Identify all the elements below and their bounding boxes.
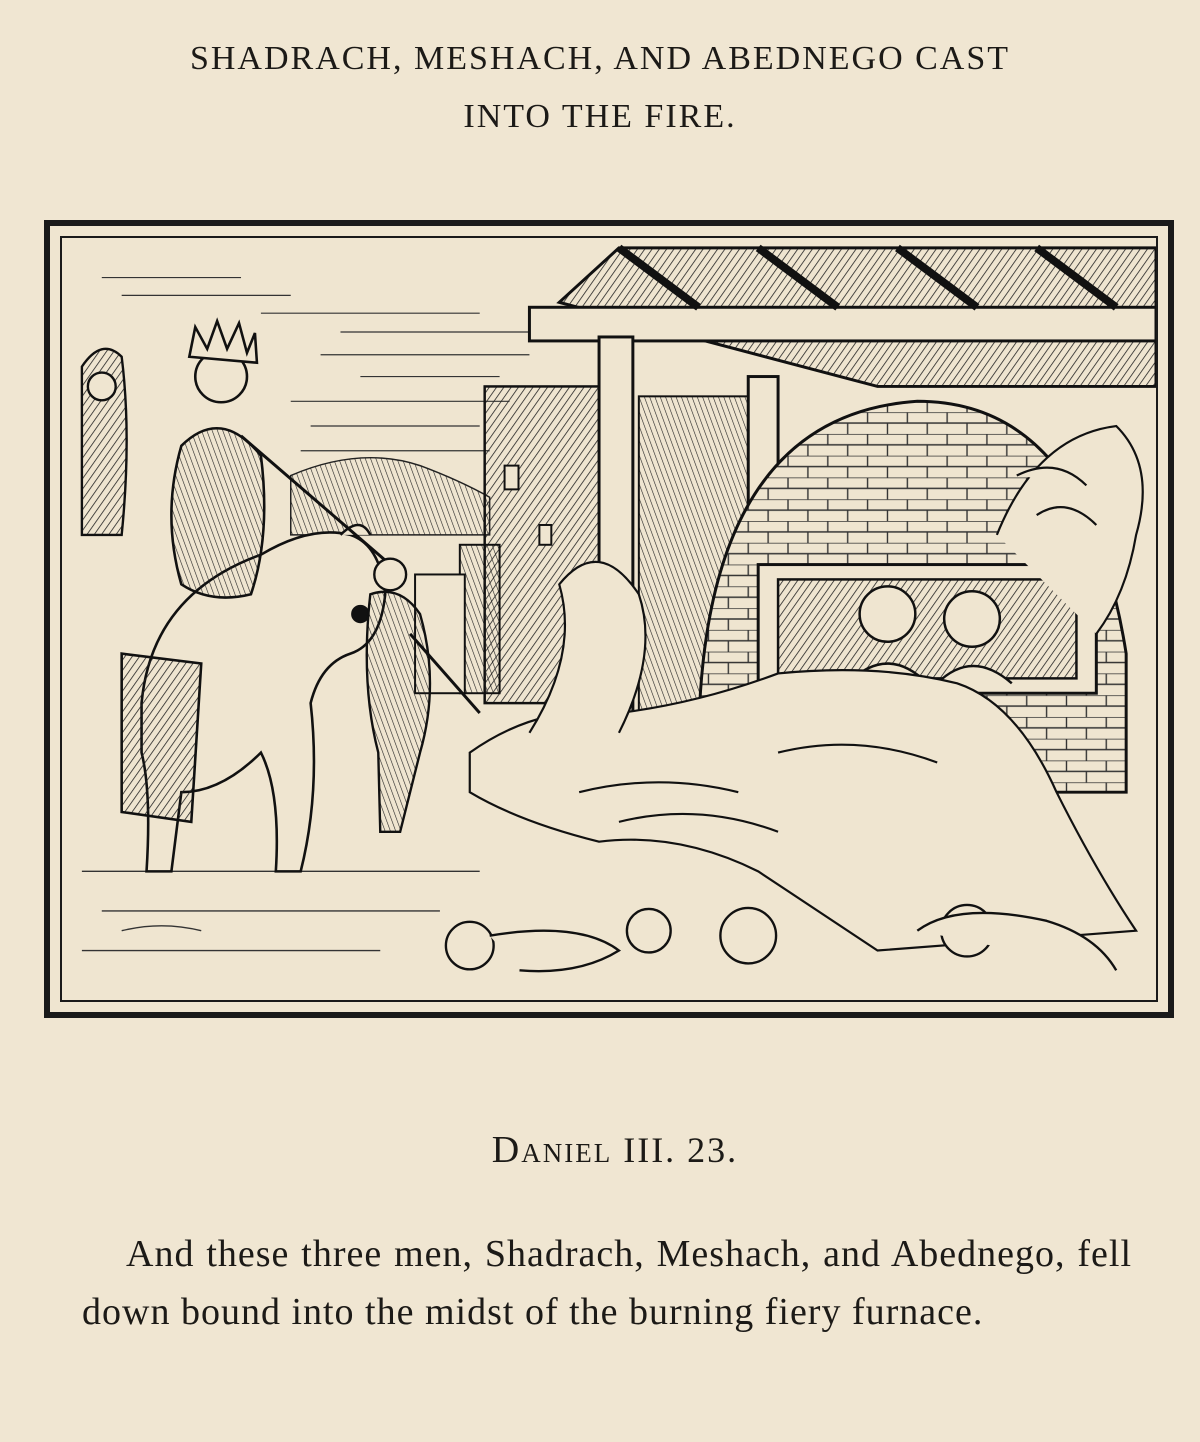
sky-hatching	[102, 278, 540, 451]
distant-hills	[291, 458, 490, 535]
fallen-soldiers	[446, 905, 1116, 971]
reference-book: Daniel	[491, 1129, 613, 1171]
scripture-reference	[0, 1128, 1200, 1172]
title-line-2: INTO THE FIRE.	[463, 98, 737, 135]
verse-text: And these three men, Shadrach, Meshach, and Abednego, fell down bound into the midst of the burning fiery furnace.	[82, 1233, 1132, 1333]
king-on-horseback	[122, 321, 391, 871]
page-title	[0, 30, 1200, 146]
woodcut-scene	[62, 238, 1156, 1000]
title-line-1: SHADRACH, MESHACH, AND ABEDNEGO CAST	[189, 40, 1011, 77]
ground	[82, 871, 480, 950]
hooded-figure	[82, 349, 127, 535]
reference-chapter-verse: III. 23.	[623, 1130, 739, 1170]
woodcut-illustration	[44, 220, 1174, 1018]
woodcut-frame	[60, 236, 1158, 1002]
